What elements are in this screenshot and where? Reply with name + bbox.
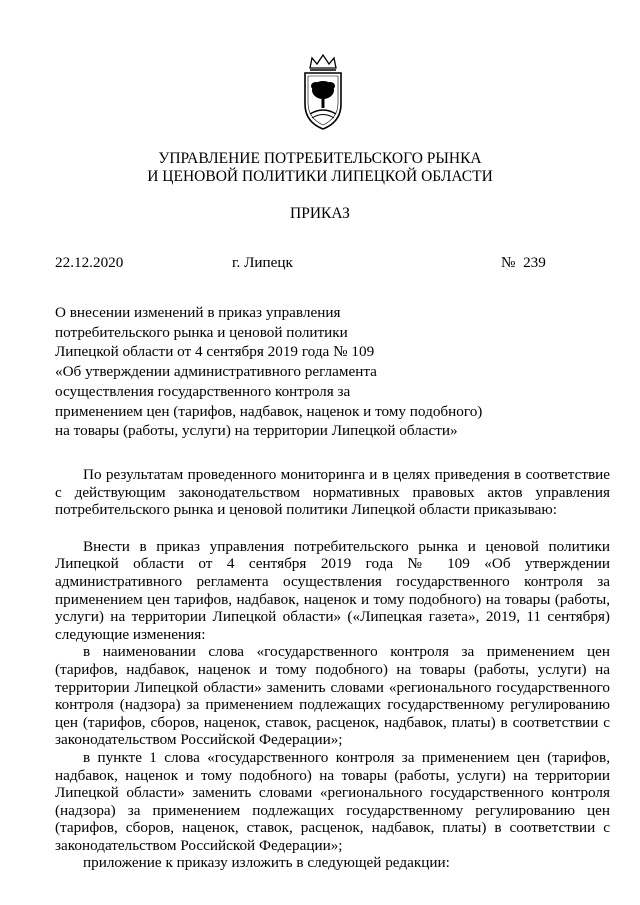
order-subject (55, 303, 482, 441)
amendment-paragraph: Внести в приказ управления потребительского рынка и ценовой политики Липецкой области от 4 сентября 2019 года № 109 «Об утверждении административного регламента осуществления государственного контроля за применением цен тарифов, надбавок, наценок и тому подобного) на товары (работы, услуги) на территории Липецкой области» («Липецкая газета», 2019, 11 сентября) следующие изменения: (55, 537, 610, 643)
subject-line: осуществления государственного контроля за (55, 382, 351, 400)
organization-name-line-1: УПРАВЛЕНИЕ ПОТРЕБИТЕЛЬСКОГО РЫНКА (158, 150, 482, 167)
subject-line: О внесении изменений в приказ управления (55, 304, 341, 321)
order-title: ПРИКАЗ (290, 205, 350, 222)
amendment-item-appendix: приложение к приказу изложить в следующей редакции: (83, 854, 450, 872)
amendment-item-point-1: в пункте 1 слова «государственного контроля за применением цен (тарифов, надбавок, наценок и тому подобного) на товары (работы, услуги) на территории Липецкой области» заменить словами «регионального государственного контроля (надзора) за применением подлежащих государственному регулированию цен (тарифов, сборов, наценок, ставок, расценок, надбавок, платы) в соответствии с законодательством Российской Федерации»; (55, 748, 610, 854)
subject-line: на товары (работы, услуги) на территории Липецкой области» (55, 422, 458, 440)
order-city: г. Липецк (232, 254, 293, 271)
amendment-item-title: в наименовании слова «государственного контроля за применением цен (тарифов, надбавок, наценок и тому подобного) на товары (работы, услуги) на территории Липецкой области» заменить словами «регионального государственного контроля (надзора) за применением подлежащих государственному регулированию цен (тарифов, сборов, наценок, ставок, расценок, надбавок, платы) в соответствии с законодательством Российской Федерации»; (55, 643, 610, 749)
order-number: № 239 (501, 254, 546, 271)
order-date: 22.12.2020 (55, 254, 124, 271)
organization-name-line-2: И ЦЕНОВОЙ ПОЛИТИКИ ЛИПЕЦКОЙ ОБЛАСТИ (147, 168, 493, 185)
subject-line: «Об утверждении административного регламента (55, 363, 377, 381)
subject-line: применением цен (тарифов, надбавок, наценок и тому подобного) (55, 402, 483, 420)
lipetsk-coat-of-arms-icon (298, 52, 348, 132)
preamble-paragraph: По результатам проведенного мониторинга и в целях приведения в соответствие с действующим законодательством нормативных правовых актов управления потребительского рынка и ценовой политики Липецкой области приказываю: (55, 466, 610, 519)
organization-name (0, 150, 640, 186)
subject-line: Липецкой области от 4 сентября 2019 года № 109 (55, 343, 375, 361)
subject-line: потребительского рынка и ценовой политики (55, 323, 348, 341)
order-body (55, 466, 610, 872)
